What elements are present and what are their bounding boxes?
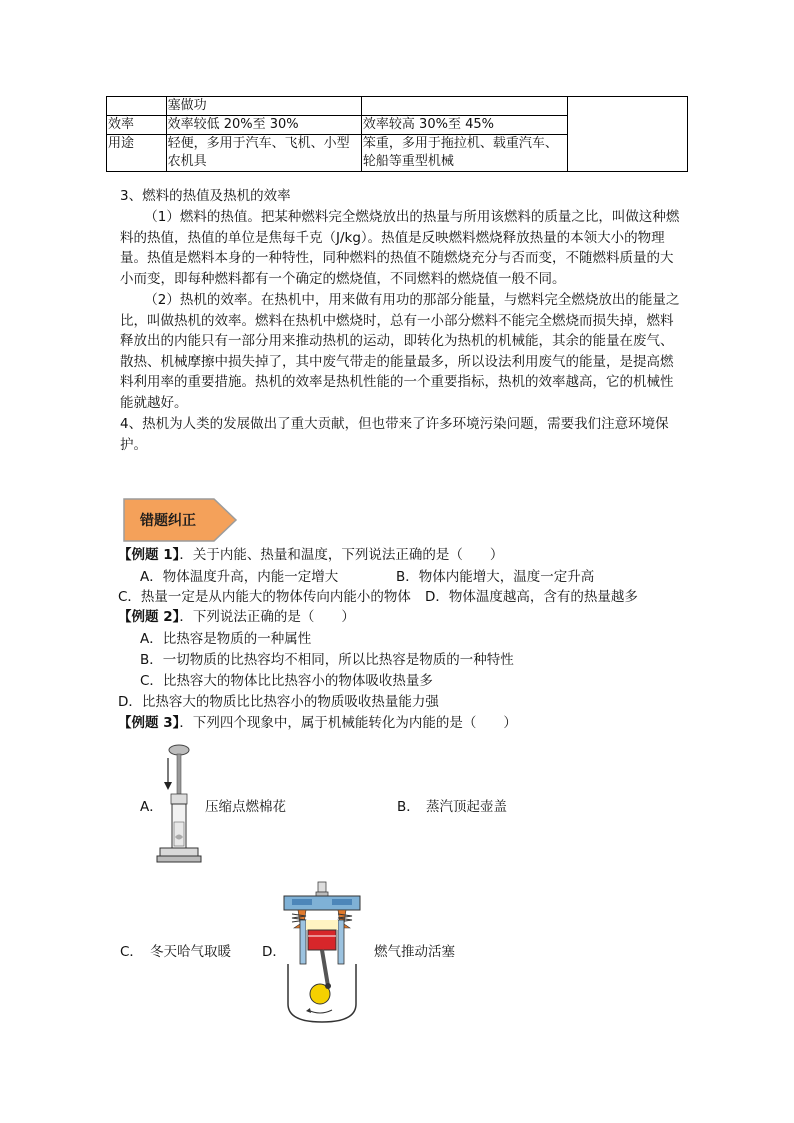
paragraph-engine-efficiency: （2）热机的效率。在热机中，用来做有用功的那部分能量，与燃料完全燃烧放出的能量之比，叫做热机的效率。燃料在热机中燃烧时，总有一小部分燃料不能完全燃烧而损失掉，燃料释放出的内能只有一部分用来推动热机的运动，即转化为热机的机械能，其余的能量在废气、散热、机械摩擦中损失掉了，其中废气带走的能量最多，所以设法利用废气的能量，是提高燃料利用率的重要措施。热机的效率是热机性能的一个重要指标，热机的效率越高，它的机械性能就越好。: [120, 292, 680, 411]
example-1-option-d: D．物体温度越高，含有的热量越多: [425, 589, 638, 605]
example-2-question: ．下列说法正确的是（ ）: [179, 609, 355, 625]
example-3-stem: [118, 713, 517, 733]
table-cell: 效率: [107, 116, 167, 135]
comparison-table: [106, 96, 688, 172]
table-cell: 用途: [107, 135, 167, 172]
table-row: [107, 97, 688, 116]
example-2-option-a: A．比热容是物质的一种属性: [140, 631, 312, 647]
table-cell: 轻便，多用于汽车、飞机、小型农机具: [166, 135, 361, 172]
table-cell: 塞做功: [166, 97, 361, 116]
example-2-stem: [118, 607, 355, 627]
banner-label: 错题纠正: [140, 513, 196, 529]
table-cell: [107, 97, 167, 116]
table-cell: 效率较低 20%至 30%: [166, 116, 361, 135]
example-1-stem: [118, 545, 503, 565]
paragraph-environment: 4、热机为人类的发展做出了重大贡献，但也带来了许多环境污染问题，需要我们注意环境保护。: [120, 416, 669, 453]
example-3-option-d-text: 燃气推动活塞: [374, 944, 455, 960]
example-1-option-b: B．物体内能增大，温度一定升高: [396, 569, 595, 585]
paragraph-heat-value: （1）燃料的热值。把某种燃料完全燃烧放出的热量与所用该燃料的质量之比，叫做这种燃料的热值，热值的单位是焦每千克（J/kg）。热值是反映燃料燃烧释放热量的本领大小的物理量。热值是燃料本身的一种特性，同种燃料的热值不随燃烧充分与否而变，不随燃料质量的大小而变，即每种燃料都有一个确定的燃烧值，不同燃料的燃烧值一般不同。: [120, 209, 680, 287]
example-1-tag: 【例题 1】: [118, 547, 180, 563]
example-3-option-a-text: 压缩点燃棉花: [205, 799, 286, 815]
table-cell: 笨重，多用于拖拉机、载重汽车、轮船等重型机械: [361, 135, 567, 172]
example-1-option-a: A．物体温度升高，内能一定增大: [140, 569, 339, 585]
example-2-option-d: D．比热容大的物质比比热容小的物质吸收热量能力强: [118, 694, 439, 710]
example-3-tag: 【例题 3】: [118, 715, 180, 731]
example-3-option-c-label: C．: [120, 944, 143, 960]
example-2-tag: 【例题 2】: [118, 609, 180, 625]
example-3-option-a-label: A．: [140, 799, 163, 815]
section-heading: 3、燃料的热值及热机的效率: [120, 188, 291, 204]
example-2-option-b: B．一切物质的比热容均不相同，所以比热容是物质的一种特性: [140, 652, 514, 668]
example-2-option-c: C．比热容大的物体比比热容小的物体吸收热量多: [140, 673, 433, 689]
example-1-question: ．关于内能、热量和温度，下列说法正确的是（ ）: [179, 547, 504, 563]
example-3-option-b-text: 蒸汽顶起壶盖: [426, 799, 507, 815]
example-3-question: ．下列四个现象中，属于机械能转化为内能的是（ ）: [179, 715, 517, 731]
example-3-option-c-text: 冬天哈气取暖: [150, 944, 231, 960]
table-cell: [361, 97, 567, 116]
table-cell: [568, 97, 688, 172]
example-1-option-c: C．热量一定是从内能大的物体传向内能小的物体: [118, 589, 411, 605]
example-3-option-b-label: B．: [397, 799, 420, 815]
example-3-option-d-label: D．: [262, 944, 286, 960]
table-cell: 效率较高 30%至 45%: [361, 116, 567, 135]
